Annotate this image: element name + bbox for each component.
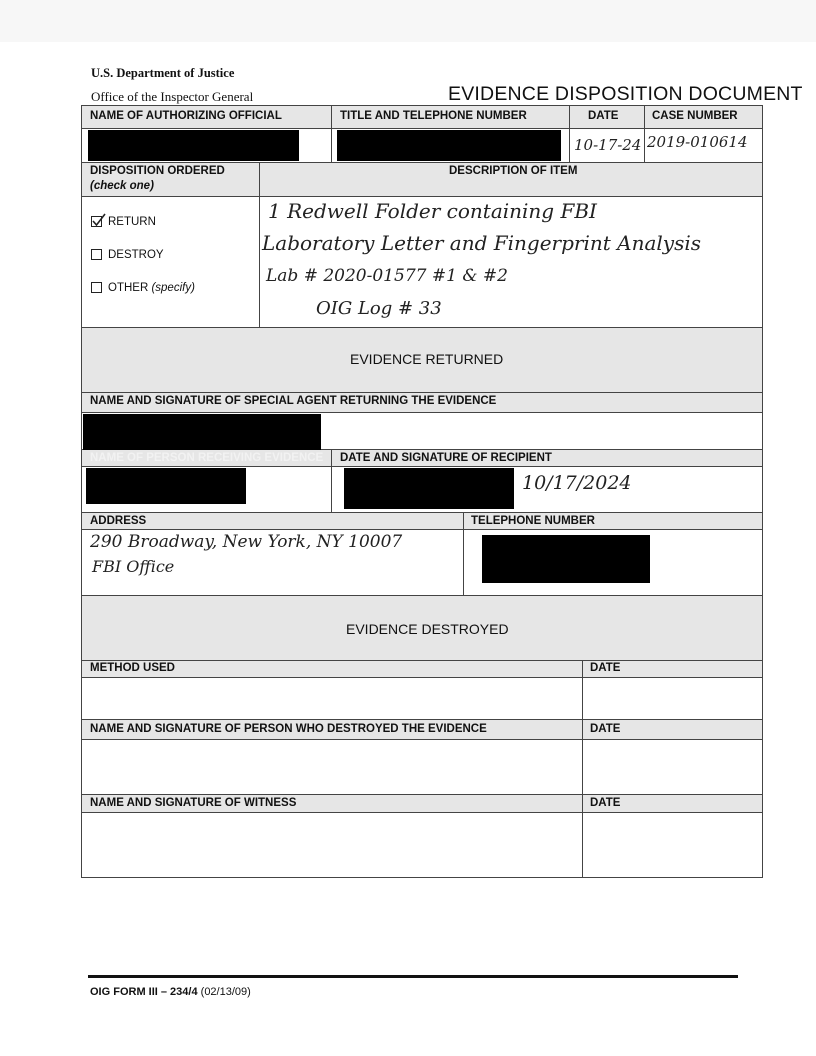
case-number-value: 2019-010614 [647,133,748,151]
evidence-returned-heading: EVIDENCE RETURNED [350,351,504,367]
redaction-block [482,535,650,583]
description-line-3: Lab # 2020-01577 #1 & #2 [266,266,508,286]
rule [81,660,763,661]
rule [331,449,332,512]
redaction-block [86,468,246,504]
footer-rule [88,975,738,978]
label-band-method [82,660,762,677]
recipient-label: DATE AND SIGNATURE OF RECIPIENT [340,452,552,464]
disposition-sublabel: (check one) [90,180,154,192]
agency-name: U.S. Department of Justice [91,66,235,80]
rule [81,739,763,740]
other-checkbox[interactable] [91,282,102,293]
form-id: OIG FORM III – 234/4 [90,986,198,998]
method-date-label: DATE [590,662,621,674]
evidence-destroyed-heading: EVIDENCE DESTROYED [346,621,509,637]
rule [81,412,763,413]
office-name: Office of the Inspector General [91,89,254,104]
witness-label: NAME AND SIGNATURE OF WITNESS [90,797,297,809]
witness-date-label: DATE [590,797,621,809]
date-label: DATE [588,110,619,122]
rule [81,392,763,393]
authorizing-official-label: NAME OF AUTHORIZING OFFICIAL [90,110,282,122]
form-number [90,986,251,998]
rule [81,327,763,328]
other-option-note: (specify) [151,282,195,294]
destroyer-label: NAME AND SIGNATURE OF PERSON WHO DESTROYED THE EVIDENCE [90,723,487,735]
case-number-label: CASE NUMBER [652,110,738,122]
destroy-option-label: DESTROY [108,249,164,261]
rule [259,162,260,327]
redaction-block [344,468,514,509]
rule [81,162,763,163]
label-band-address [82,512,762,529]
rule [81,529,763,530]
other-option-text: OTHER [108,282,149,294]
redaction-block [88,130,299,161]
receiver-label: NAME OF PERSON RECEIVING EVIDENCE [90,452,324,464]
rule [81,719,763,720]
recipient-date: 10/17/2024 [522,472,632,494]
rule [81,794,763,795]
return-option-label: RETURN [108,216,156,228]
address-line-2: FBI Office [92,557,175,576]
form-date: (02/13/09) [200,986,251,998]
other-option-label [108,282,195,294]
redaction-block [83,414,321,450]
rule [81,512,763,513]
checkmark-icon [91,213,107,227]
address-label: ADDRESS [90,515,147,527]
return-checkbox[interactable] [91,216,102,227]
disposition-label: DISPOSITION ORDERED [90,165,225,177]
description-line-1: 1 Redwell Folder containing FBI [268,199,597,223]
rule [81,812,763,813]
rule [81,466,763,467]
description-line-2: Laboratory Letter and Fingerprint Analysis [262,231,701,255]
authorization-date: 10-17-24 [574,136,642,154]
rule [81,595,763,596]
destroyer-date-label: DATE [590,723,621,735]
rule [569,105,570,162]
description-label: DESCRIPTION OF ITEM [449,165,578,177]
address-line-1: 290 Broadway, New York, NY 10007 [90,532,403,552]
rule [81,196,763,197]
rule [463,512,464,595]
rule [81,128,763,129]
rule [644,105,645,162]
method-label: METHOD USED [90,662,175,674]
destroy-checkbox[interactable] [91,249,102,260]
document-title: EVIDENCE DISPOSITION DOCUMENT [448,83,803,105]
title-phone-label: TITLE AND TELEPHONE NUMBER [340,110,527,122]
description-line-4: OIG Log # 33 [316,298,442,319]
redaction-block [337,130,561,161]
rule [582,660,583,878]
scan-top-strip [0,0,816,42]
agent-label: NAME AND SIGNATURE OF SPECIAL AGENT RETURNING THE EVIDENCE [90,395,497,407]
rule [331,105,332,162]
telephone-label: TELEPHONE NUMBER [471,515,595,527]
rule [81,677,763,678]
